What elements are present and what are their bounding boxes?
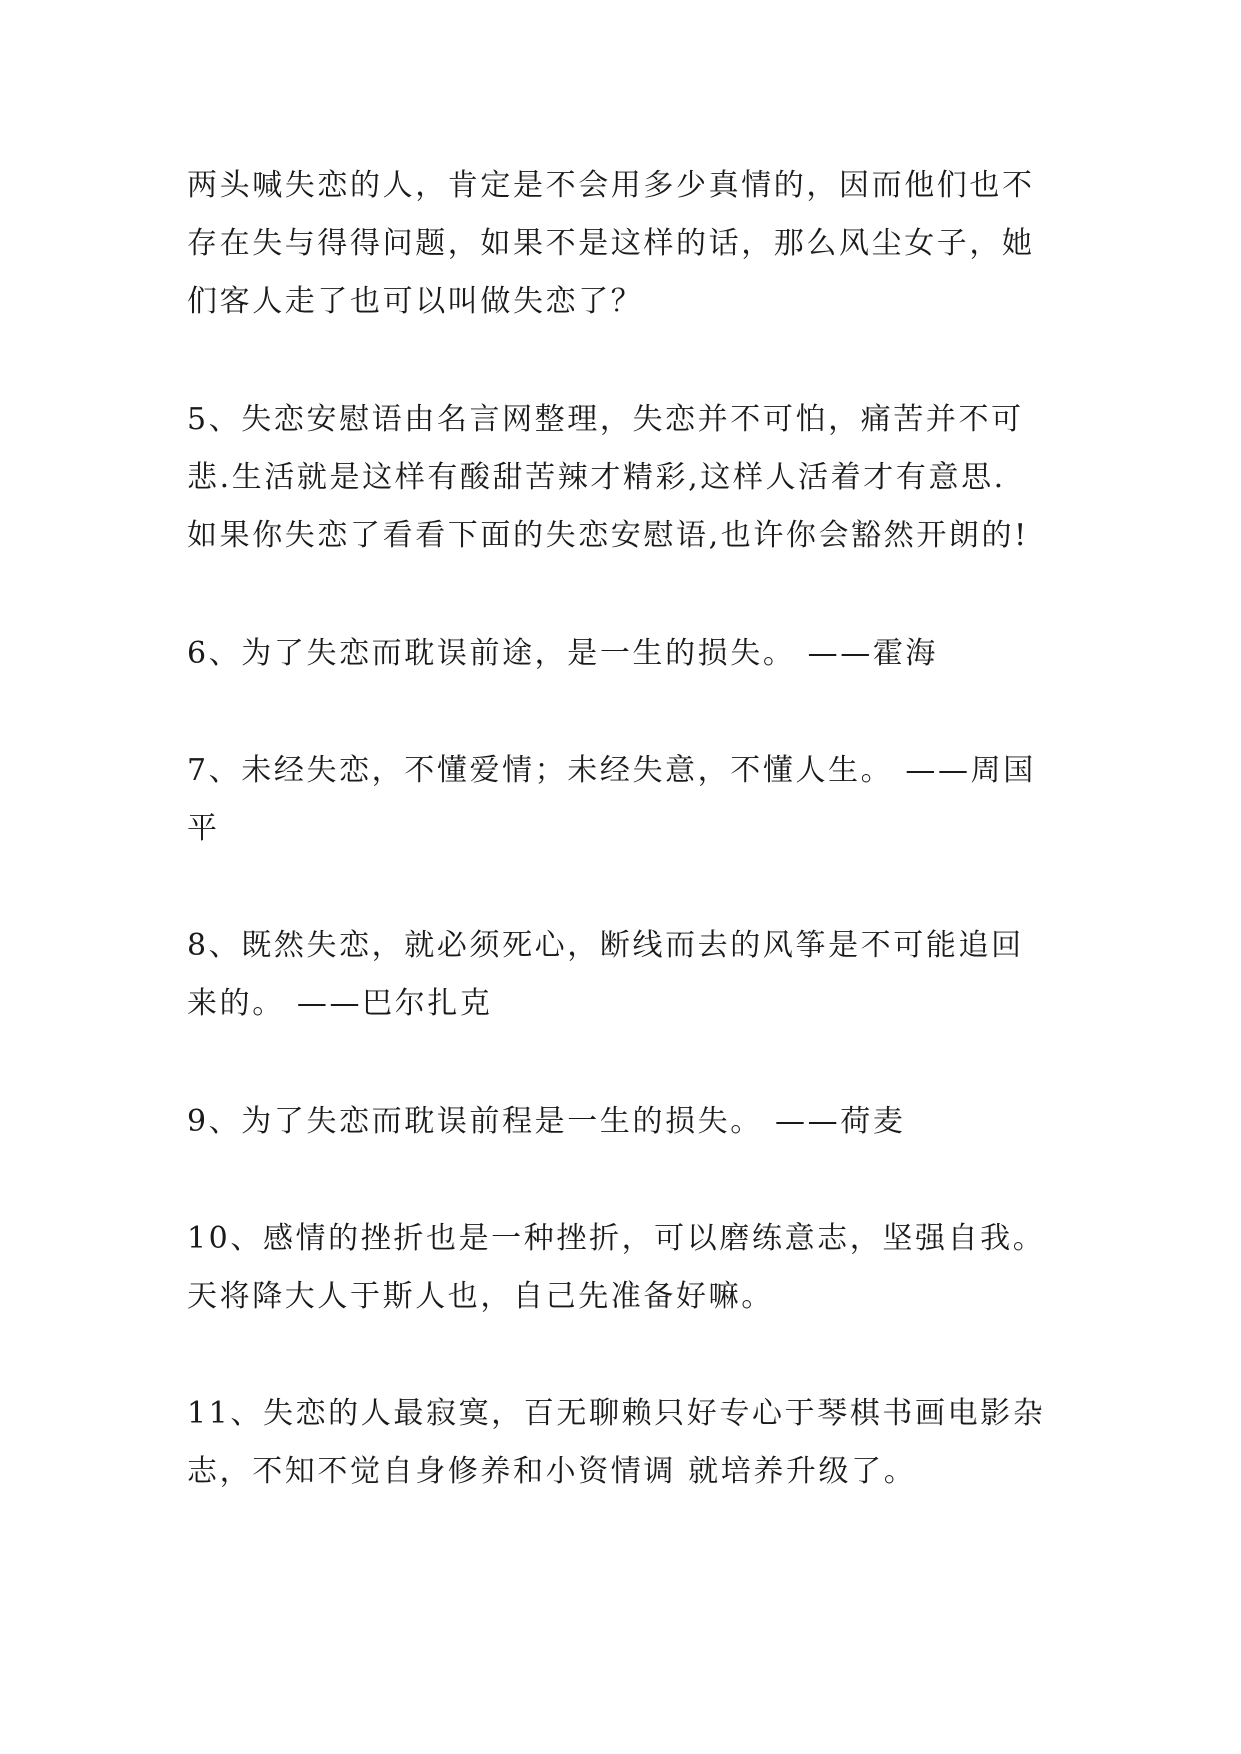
- text-line: 6、为了失恋而耽误前途，是一生的损失。 ——霍海: [187, 636, 939, 671]
- text-line: 9、为了失恋而耽误前程是一生的损失。 ——荷麦: [187, 1104, 906, 1139]
- paragraph-item-8: [187, 917, 1067, 1033]
- text-line: 两头喊失恋的人，肯定是不会用多少真情的，因而他们也不: [187, 168, 1035, 203]
- text-line: 来的。 ——巴尔扎克: [187, 986, 493, 1021]
- paragraph-item-6: [187, 625, 1067, 683]
- paragraph-item-11: [187, 1385, 1067, 1501]
- text-line: 11、失恋的人最寂寞，百无聊赖只好专心于琴棋书画电影杂: [187, 1396, 1046, 1431]
- text-line: 7、未经失恋，不懂爱情；未经失意，不懂人生。 ——周国: [187, 753, 1036, 788]
- text-line: 5、失恋安慰语由名言网整理，失恋并不可怕，痛苦并不可: [187, 402, 1024, 437]
- text-line: 平: [187, 811, 220, 846]
- text-line: 8、既然失恋，就必须死心，断线而去的风筝是不可能追回: [187, 928, 1024, 963]
- text-line: 志，不知不觉自身修养和小资情调 就培养升级了。: [187, 1454, 917, 1489]
- text-line: 10、感情的挫折也是一种挫折，可以磨练意志，坚强自我。: [187, 1221, 1046, 1256]
- paragraph-item-10: [187, 1210, 1067, 1326]
- text-line: 存在失与得得问题，如果不是这样的话，那么风尘女子，她: [187, 226, 1035, 261]
- paragraph-intro: [187, 157, 1067, 331]
- paragraph-item-5: [187, 391, 1067, 565]
- paragraph-item-7: [187, 742, 1067, 858]
- text-line: 天将降大人于斯人也，自己先准备好嘛。: [187, 1279, 774, 1314]
- paragraph-item-9: [187, 1093, 1067, 1151]
- text-line: 悲.生活就是这样有酸甜苦辣才精彩,这样人活着才有意思.: [187, 460, 1006, 495]
- text-line: 如果你失恋了看看下面的失恋安慰语,也许你会豁然开朗的!: [187, 518, 1029, 553]
- text-line: 们客人走了也可以叫做失恋了？: [187, 284, 644, 319]
